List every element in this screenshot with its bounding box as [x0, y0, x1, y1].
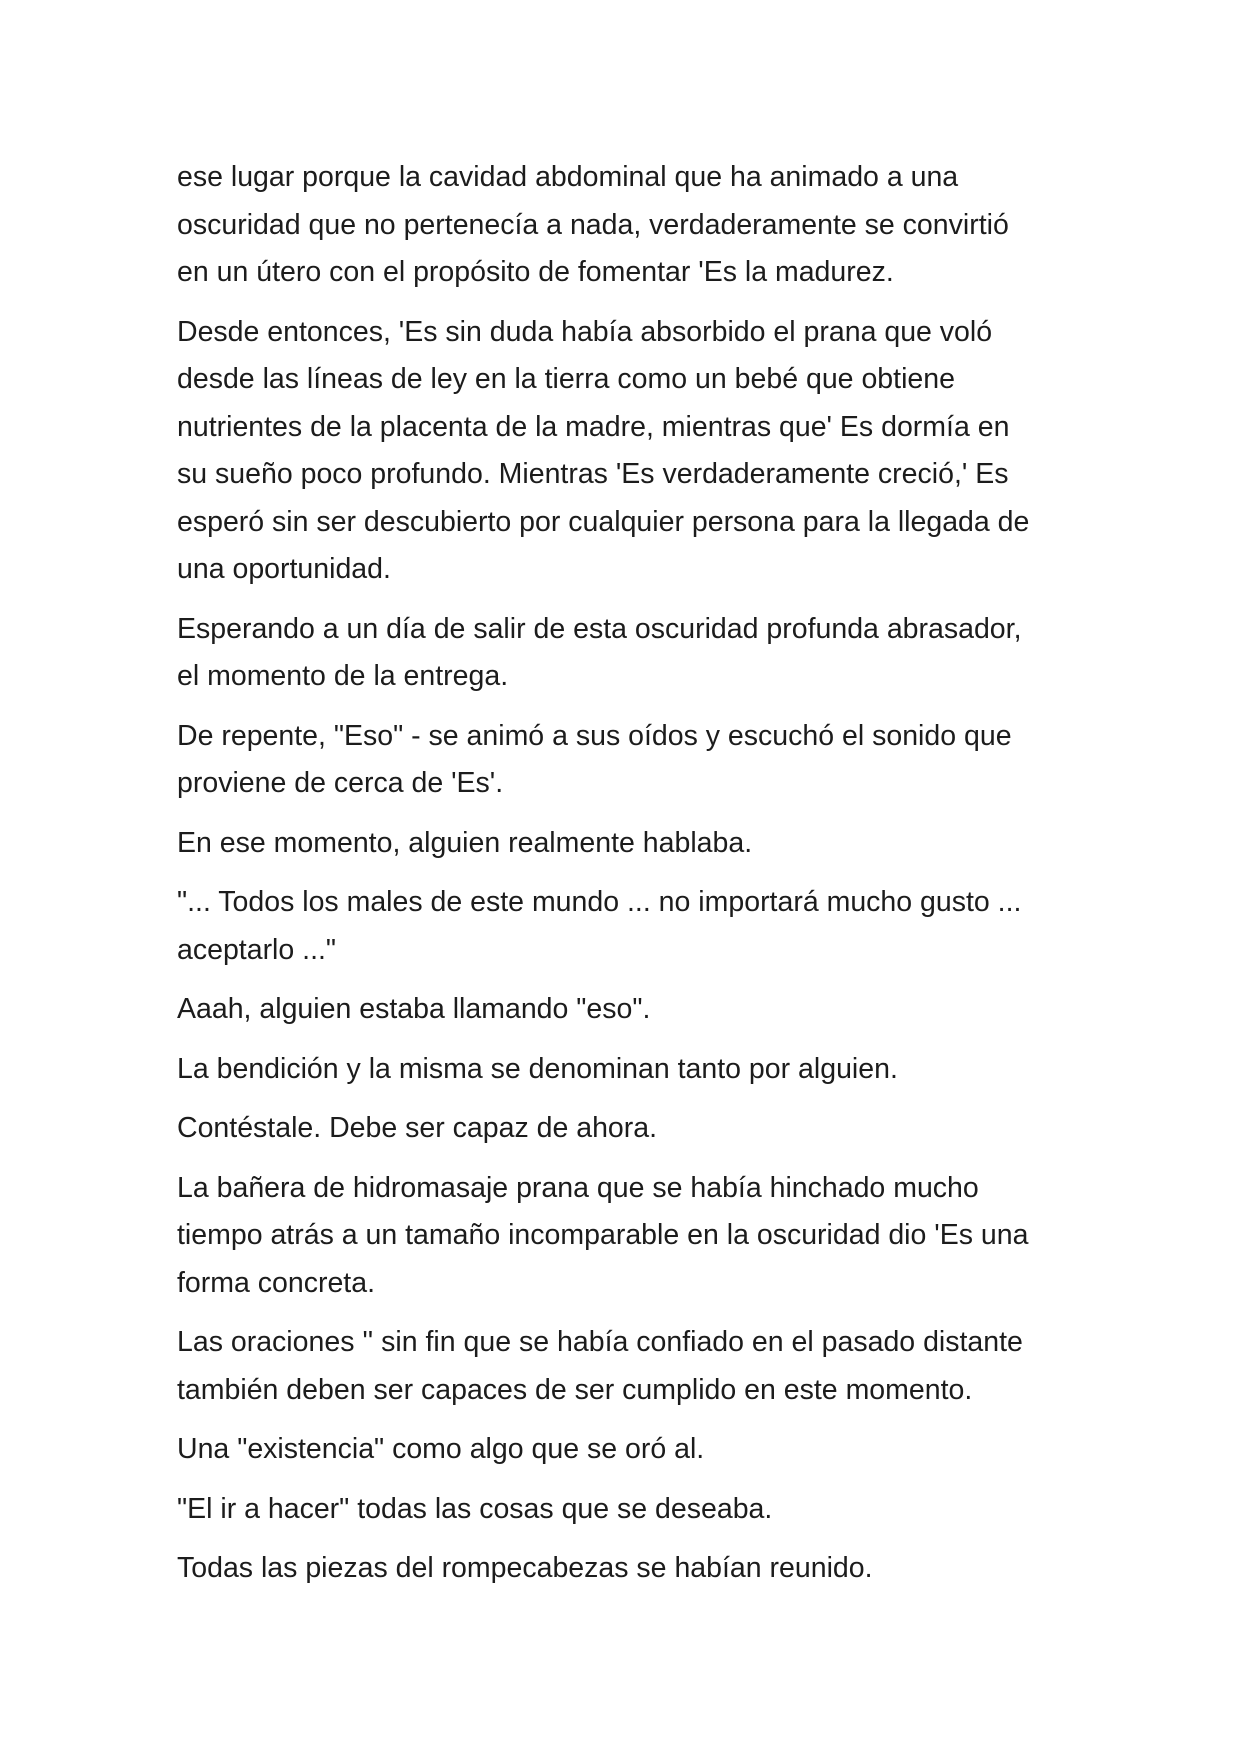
paragraph	[177, 1426, 1077, 1474]
text-line: oscuridad que no pertenecía a nada, verdaderamente se convirtió	[177, 208, 1009, 241]
paragraph	[177, 1165, 1077, 1308]
text-line: tiempo atrás a un tamaño incomparable en la oscuridad dio 'Es una	[177, 1219, 1029, 1251]
text-line: desde las líneas de ley en la tierra como un bebé que obtiene	[177, 363, 955, 395]
text-line: En ese momento, alguien realmente hablaba.	[177, 826, 753, 859]
text-line: ese lugar porque la cavidad abdominal que ha animado a una	[177, 161, 959, 193]
paragraph	[177, 713, 1077, 808]
body-text	[177, 154, 1077, 1605]
text-line: también deben ser capaces de ser cumplido en este momento.	[177, 1373, 973, 1406]
text-line: Contéstale. Debe ser capaz de ahora.	[177, 1112, 658, 1144]
text-line: De repente, "Eso" - se animó a sus oídos y escuchó el sonido que	[177, 719, 1012, 752]
paragraph	[177, 1105, 1077, 1153]
text-line: proviene de cerca de 'Es'.	[177, 767, 504, 799]
text-line: Todas las piezas del rompecabezas se habían reunido.	[177, 1552, 873, 1584]
text-line: Aaah, alguien estaba llamando "eso".	[177, 993, 651, 1025]
paragraph	[177, 309, 1077, 594]
text-line: "... Todos los males de este mundo ... no importará mucho gusto ...	[177, 886, 1022, 918]
paragraph	[177, 154, 1077, 297]
text-line: su sueño poco profundo. Mientras 'Es verdaderamente creció,' Es	[177, 458, 1009, 490]
text-line: La bendición y la misma se denominan tanto por alguien.	[177, 1052, 898, 1085]
paragraph	[177, 1545, 1077, 1593]
text-line: forma concreta.	[177, 1266, 375, 1299]
text-line: nutrientes de la placenta de la madre, mientras que' Es dormía en	[177, 410, 1010, 443]
text-line: esperó sin ser descubierto por cualquier persona para la llegada de	[177, 505, 1030, 538]
text-line: Desde entonces, 'Es sin duda había absorbido el prana que voló	[177, 315, 993, 348]
paragraph	[177, 820, 1077, 868]
paragraph	[177, 879, 1077, 974]
paragraph	[177, 1319, 1077, 1414]
paragraph	[177, 986, 1077, 1034]
paragraph	[177, 1046, 1077, 1094]
text-line: La bañera de hidromasaje prana que se había hinchado mucho	[177, 1171, 979, 1204]
paragraph	[177, 1486, 1077, 1534]
text-line: el momento de la entrega.	[177, 660, 509, 692]
text-line: una oportunidad.	[177, 553, 391, 585]
text-line: "El ir a hacer" todas las cosas que se deseaba.	[177, 1492, 773, 1525]
paragraph	[177, 606, 1077, 701]
text-line: aceptarlo ..."	[177, 933, 337, 966]
text-line: Esperando a un día de salir de esta oscuridad profunda abrasador,	[177, 612, 1022, 645]
text-line: en un útero con el propósito de fomentar 'Es la madurez.	[177, 256, 894, 288]
text-line: Las oraciones '' sin fin que se había confiado en el pasado distante	[177, 1326, 1023, 1358]
text-line: Una "existencia" como algo que se oró al.	[177, 1433, 705, 1465]
